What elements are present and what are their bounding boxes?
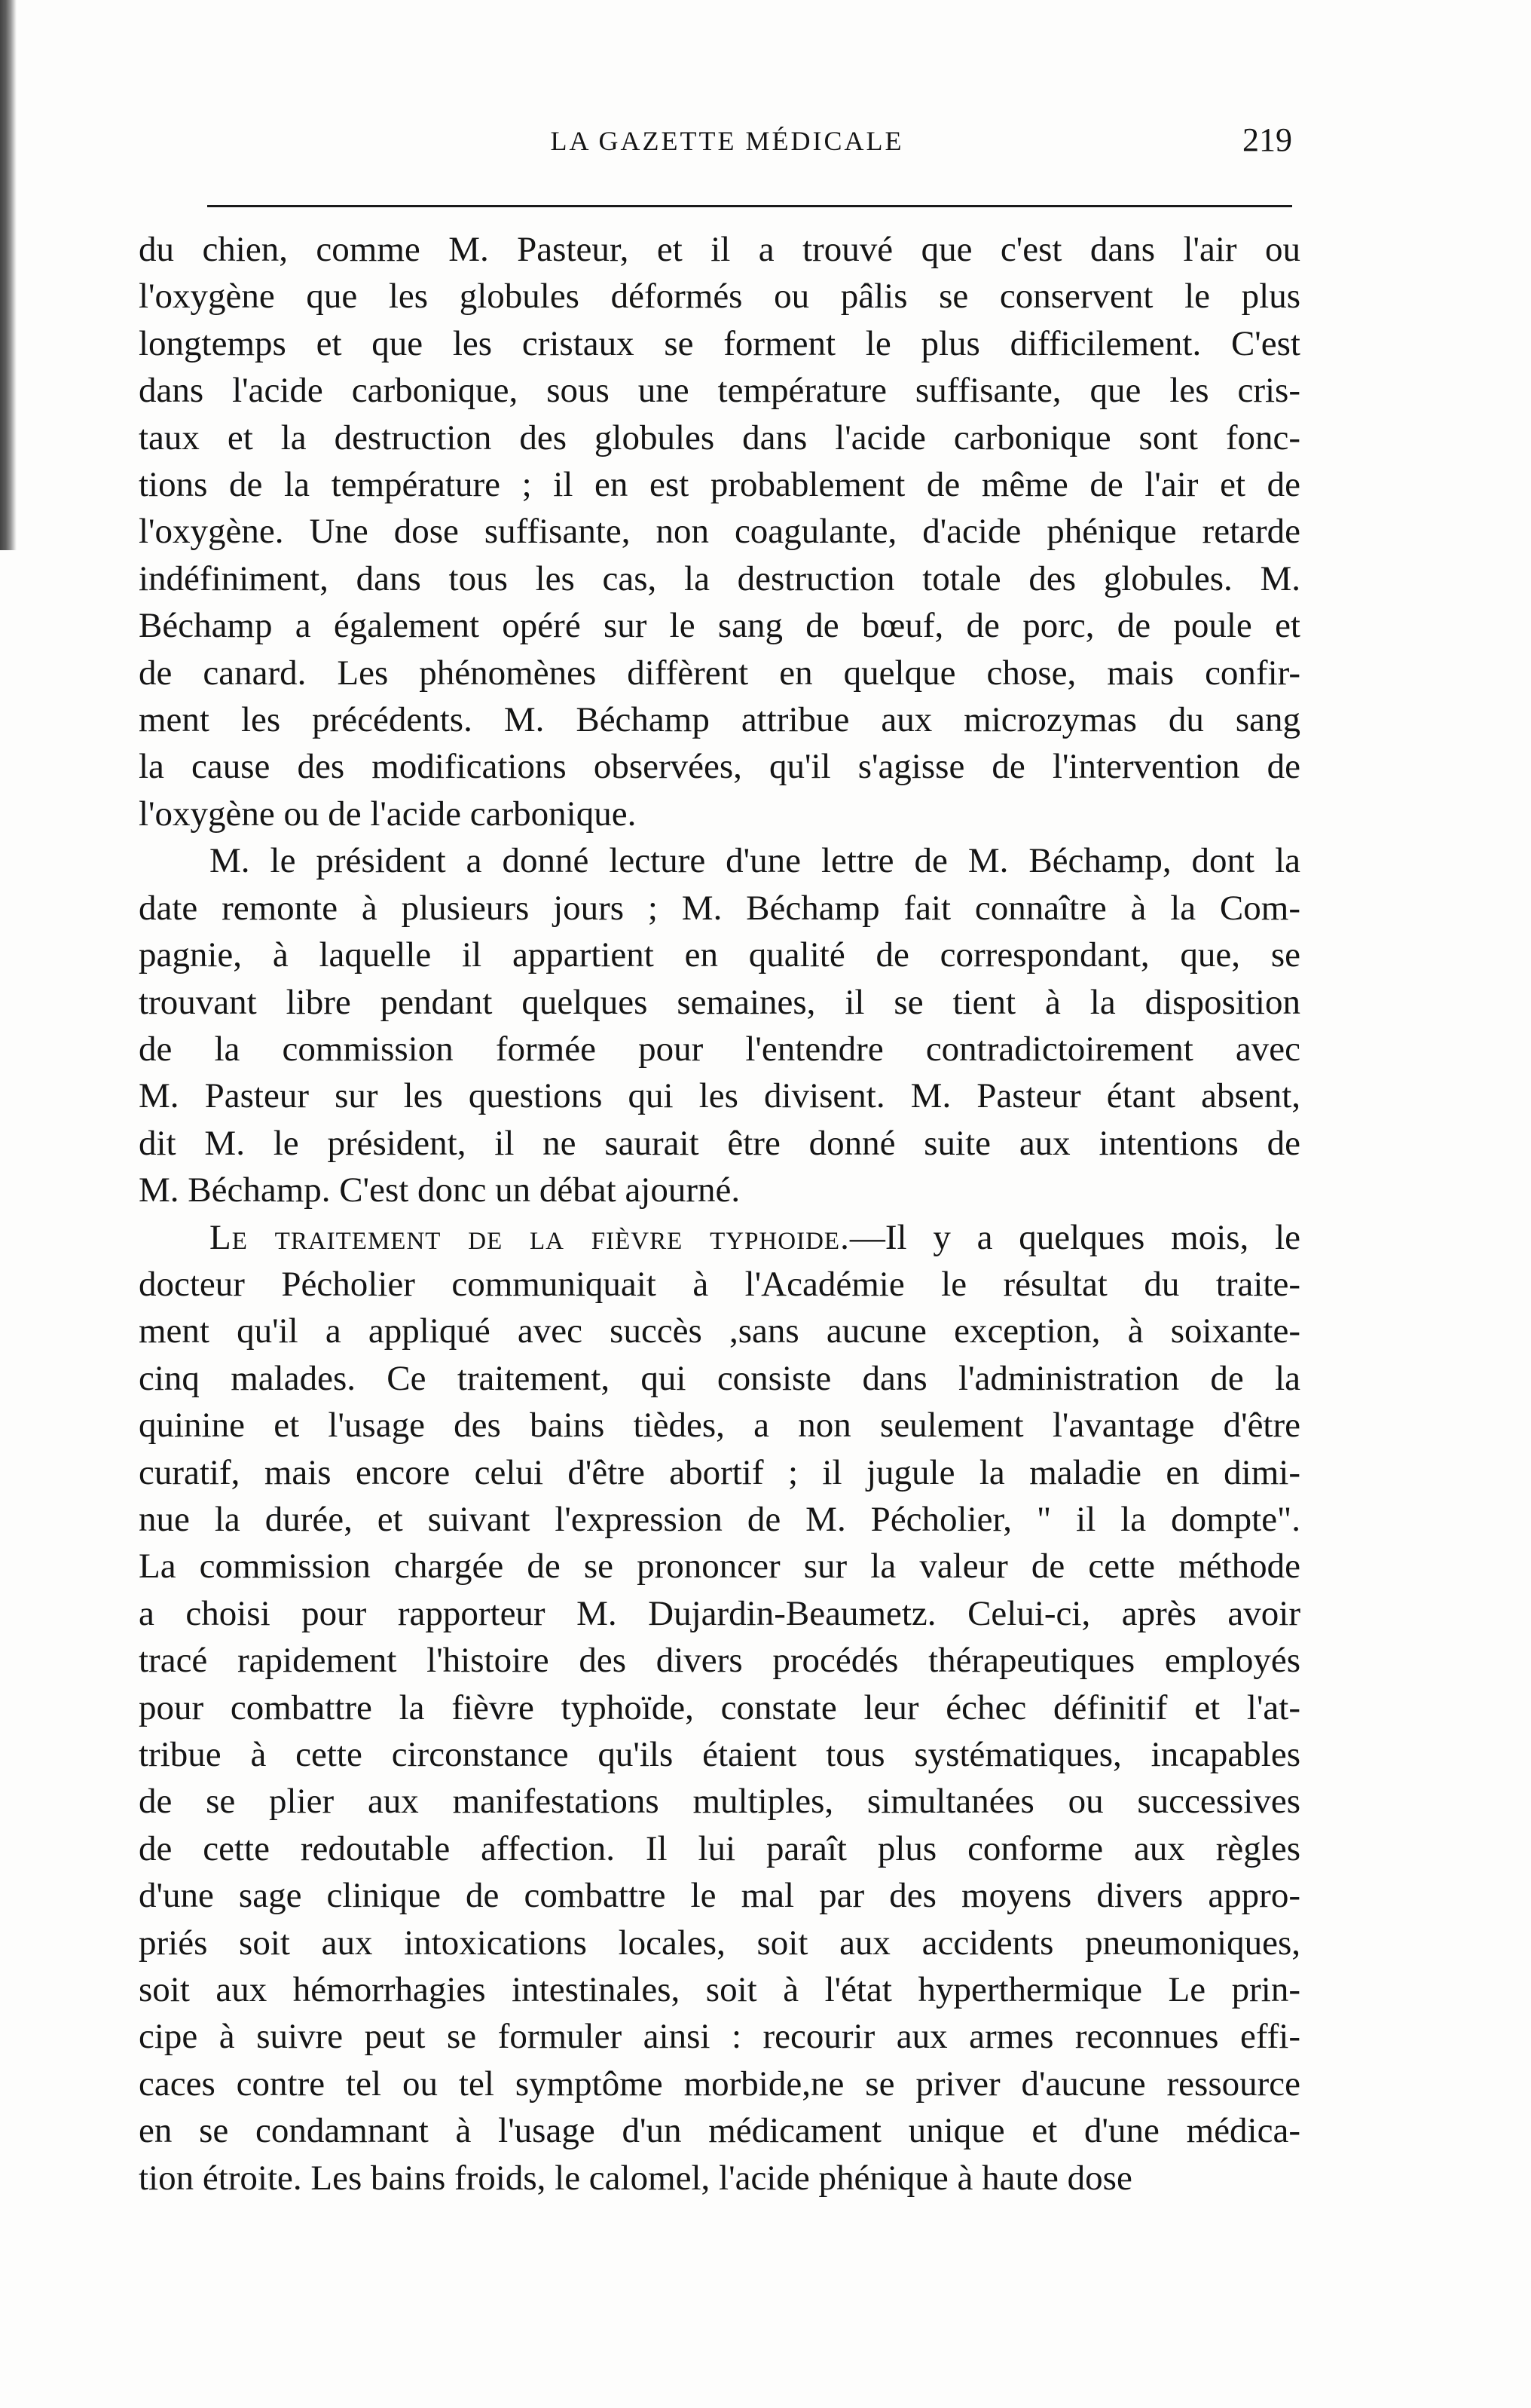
- text-line: en se condamnant à l'usage d'un médicament unique et d'une médica-: [139, 2111, 1300, 2151]
- text-line: tribue à cette circonstance qu'ils étaient tous systématiques, incapables: [139, 1735, 1300, 1774]
- scan-edge-shadow: [0, 0, 17, 550]
- header-rule: [207, 205, 1292, 207]
- text-line: Béchamp a également opéré sur le sang de bœuf, de porc, de poule et: [139, 606, 1300, 646]
- text-line: pour combattre la fièvre typhoïde, constate leur échec définitif et l'at-: [139, 1687, 1300, 1727]
- text-line: a choisi pour rapporteur M. Dujardin-Beaumetz. Celui-ci, après avoir: [139, 1593, 1300, 1633]
- text-line: du chien, comme M. Pasteur, et il a trouvé que c'est dans l'air ou: [139, 230, 1300, 269]
- text-line: dans l'acide carbonique, sous une température suffisante, que les cris-: [139, 371, 1300, 411]
- text-line: de se plier aux manifestations multiples, simultanées ou successives: [139, 1782, 1300, 1822]
- text-line: ment les précédents. M. Béchamp attribue aux microzymas du sang: [139, 700, 1300, 740]
- text-line: priés soit aux intoxications locales, soit aux accidents pneumoniques,: [139, 1923, 1300, 1963]
- text-line: cipe à suivre peut se formuler ainsi : recourir aux armes reconnues effi-: [139, 2017, 1300, 2057]
- text-line: tracé rapidement l'histoire des divers procédés thérapeutiques employés: [139, 1641, 1300, 1681]
- text-line: M. Béchamp. C'est donc un débat ajourné.: [139, 1170, 741, 1210]
- text-line: longtemps et que les cristaux se forment le plus difficilement. C'est: [139, 323, 1300, 363]
- text-line: indéfiniment, dans tous les cas, la destruction totale des globules. M.: [139, 558, 1300, 598]
- text-line: M. Pasteur sur les questions qui les divisent. M. Pasteur étant absent,: [139, 1076, 1300, 1116]
- text-line: caces contre tel ou tel symptôme morbide,ne se priver d'aucune ressource: [139, 2064, 1300, 2104]
- running-head: [162, 121, 1292, 166]
- text-line: l'oxygène. Une dose suffisante, non coagulante, d'acide phénique retarde: [139, 512, 1300, 552]
- text-line: pagnie, à laquelle il appartient en qualité de correspondant, que, se: [139, 935, 1300, 975]
- text-line: de canard. Les phénomènes diffèrent en quelque chose, mais confir-: [139, 653, 1300, 693]
- text-line: trouvant libre pendant quelques semaines, il se tient à la disposition: [139, 982, 1300, 1022]
- section-heading: Le traitement de la fièvre typhoide.: [209, 1217, 850, 1257]
- text-line: ment qu'il a appliqué avec succès ,sans aucune exception, à soixante-: [139, 1311, 1300, 1351]
- text-line: nue la durée, et suivant l'expression de M. Pécholier, " il la dompte".: [139, 1499, 1300, 1539]
- text-line: tions de la température ; il en est probablement de même de l'air et de: [139, 465, 1300, 505]
- text-line: la cause des modifications observées, qu'il s'agisse de l'intervention de: [139, 747, 1300, 787]
- text-line: La commission chargée de se prononcer sur la valeur de cette méthode: [139, 1547, 1300, 1586]
- text-line: quinine et l'usage des bains tièdes, a non seulement l'avantage d'être: [139, 1406, 1300, 1446]
- text-line: tion étroite. Les bains froids, le calomel, l'acide phénique à haute dose: [139, 2158, 1132, 2198]
- section-first-line-text: —Il y a quelques mois, le: [849, 1217, 1300, 1257]
- text-line: docteur Pécholier communiquait à l'Académie le résultat du traite-: [139, 1264, 1300, 1304]
- text-line: de cette redoutable affection. Il lui paraît plus conforme aux règles: [139, 1828, 1300, 1868]
- text-line: date remonte à plusieurs jours ; M. Béchamp fait connaître à la Com-: [139, 888, 1300, 928]
- body-text: [139, 226, 1300, 2201]
- running-title: LA GAZETTE MÉDICALE: [550, 126, 904, 156]
- text-line: taux et la destruction des globules dans l'acide carbonique sont fonc-: [139, 418, 1300, 457]
- text-line: l'oxygène ou de l'acide carbonique.: [139, 794, 637, 834]
- text-line: l'oxygène que les globules déformés ou pâlis se conservent le plus: [139, 277, 1300, 317]
- text-line: M. le président a donné lecture d'une lettre de M. Béchamp, dont la: [209, 841, 1300, 881]
- text-line: de la commission formée pour l'entendre contradictoirement avec: [139, 1029, 1300, 1069]
- page-number: 219: [1242, 121, 1292, 158]
- text-line: soit aux hémorrhagies intestinales, soit à l'état hyperthermique Le prin-: [139, 1970, 1300, 2010]
- text-line: d'une sage clinique de combattre le mal par des moyens divers appro-: [139, 1876, 1300, 1916]
- text-line: dit M. le président, il ne saurait être donné suite aux intentions de: [139, 1123, 1300, 1163]
- text-line: curatif, mais encore celui d'être abortif ; il jugule la maladie en dimi-: [139, 1452, 1300, 1492]
- section-first-line: [139, 1214, 1300, 1261]
- text-line: cinq malades. Ce traitement, qui consiste dans l'administration de la: [139, 1358, 1300, 1398]
